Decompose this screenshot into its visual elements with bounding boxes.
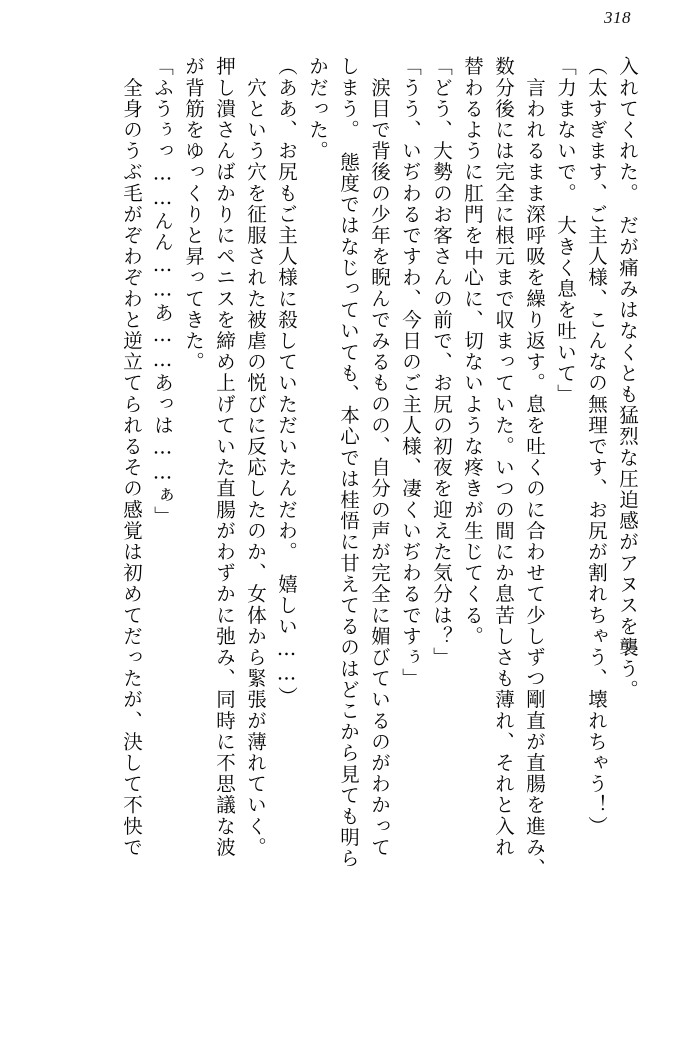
text-line: 「どう、大勢のお客さんの前で、お尻の初夜を迎えた気分は？」 <box>430 56 453 668</box>
text-line: 全身のうぶ毛がぞわぞわと逆立てられるその感覚は初めてだったが、決して不快で <box>120 56 143 858</box>
text-line: 「ふうぅっ……んん……あ……あっは……ぁ」 <box>151 56 174 528</box>
text-line: 穴という穴を征服された被虐の悦びに反応したのか、女体から緊張が薄れていく。 <box>244 56 267 858</box>
text-line: 言われるまま深呼吸を繰り返す。息を吐くのに合わせて少しずつ剛直が直腸を進み、 <box>523 56 546 879</box>
vertical-text-body <box>46 56 637 1016</box>
text-line: が背筋をゆっくりと昇ってきた。 <box>182 56 205 373</box>
text-line: 「力まないで。 大きく息を吐いて」 <box>554 56 577 405</box>
text-line: 押し潰さんばかりにペニスを締め上げていた直腸がわずかに弛み、同時に不思議な波 <box>213 56 236 858</box>
text-line: 「うう、いぢわるですわ、今日のご主人様、凄くいぢわるですぅ」 <box>399 56 422 689</box>
text-line: 入れてくれた。 だが痛みはなくとも猛烈な圧迫感がアヌスを襲う。 <box>616 56 639 701</box>
text-line: （太すぎます、ご主人様、こんなの無理です、お尻が割れちゃう、壊れちゃう！） <box>585 56 608 837</box>
text-line: （ああ、お尻もご主人様に殺していただいたんだわ。 嬉しい……） <box>275 56 298 708</box>
text-line: 涙目で背後の少年を睨んでみるものの、自分の声が完全に媚びているのがわかって <box>368 56 391 858</box>
text-line: かだった。 <box>306 56 329 162</box>
text-line: しまう。 態度ではなじっていても、本心では桂悟に甘えてるのはどこから見ても明ら <box>337 56 360 870</box>
page-number: 318 <box>604 8 631 27</box>
text-line: 替わるように肛門を中心に、切ないような疼きが生じてくる。 <box>461 56 484 647</box>
text-line: 数分後には完全に根元まで収まっていた。いつの間にか息苦しさも薄れ、それと入れ <box>492 56 515 858</box>
